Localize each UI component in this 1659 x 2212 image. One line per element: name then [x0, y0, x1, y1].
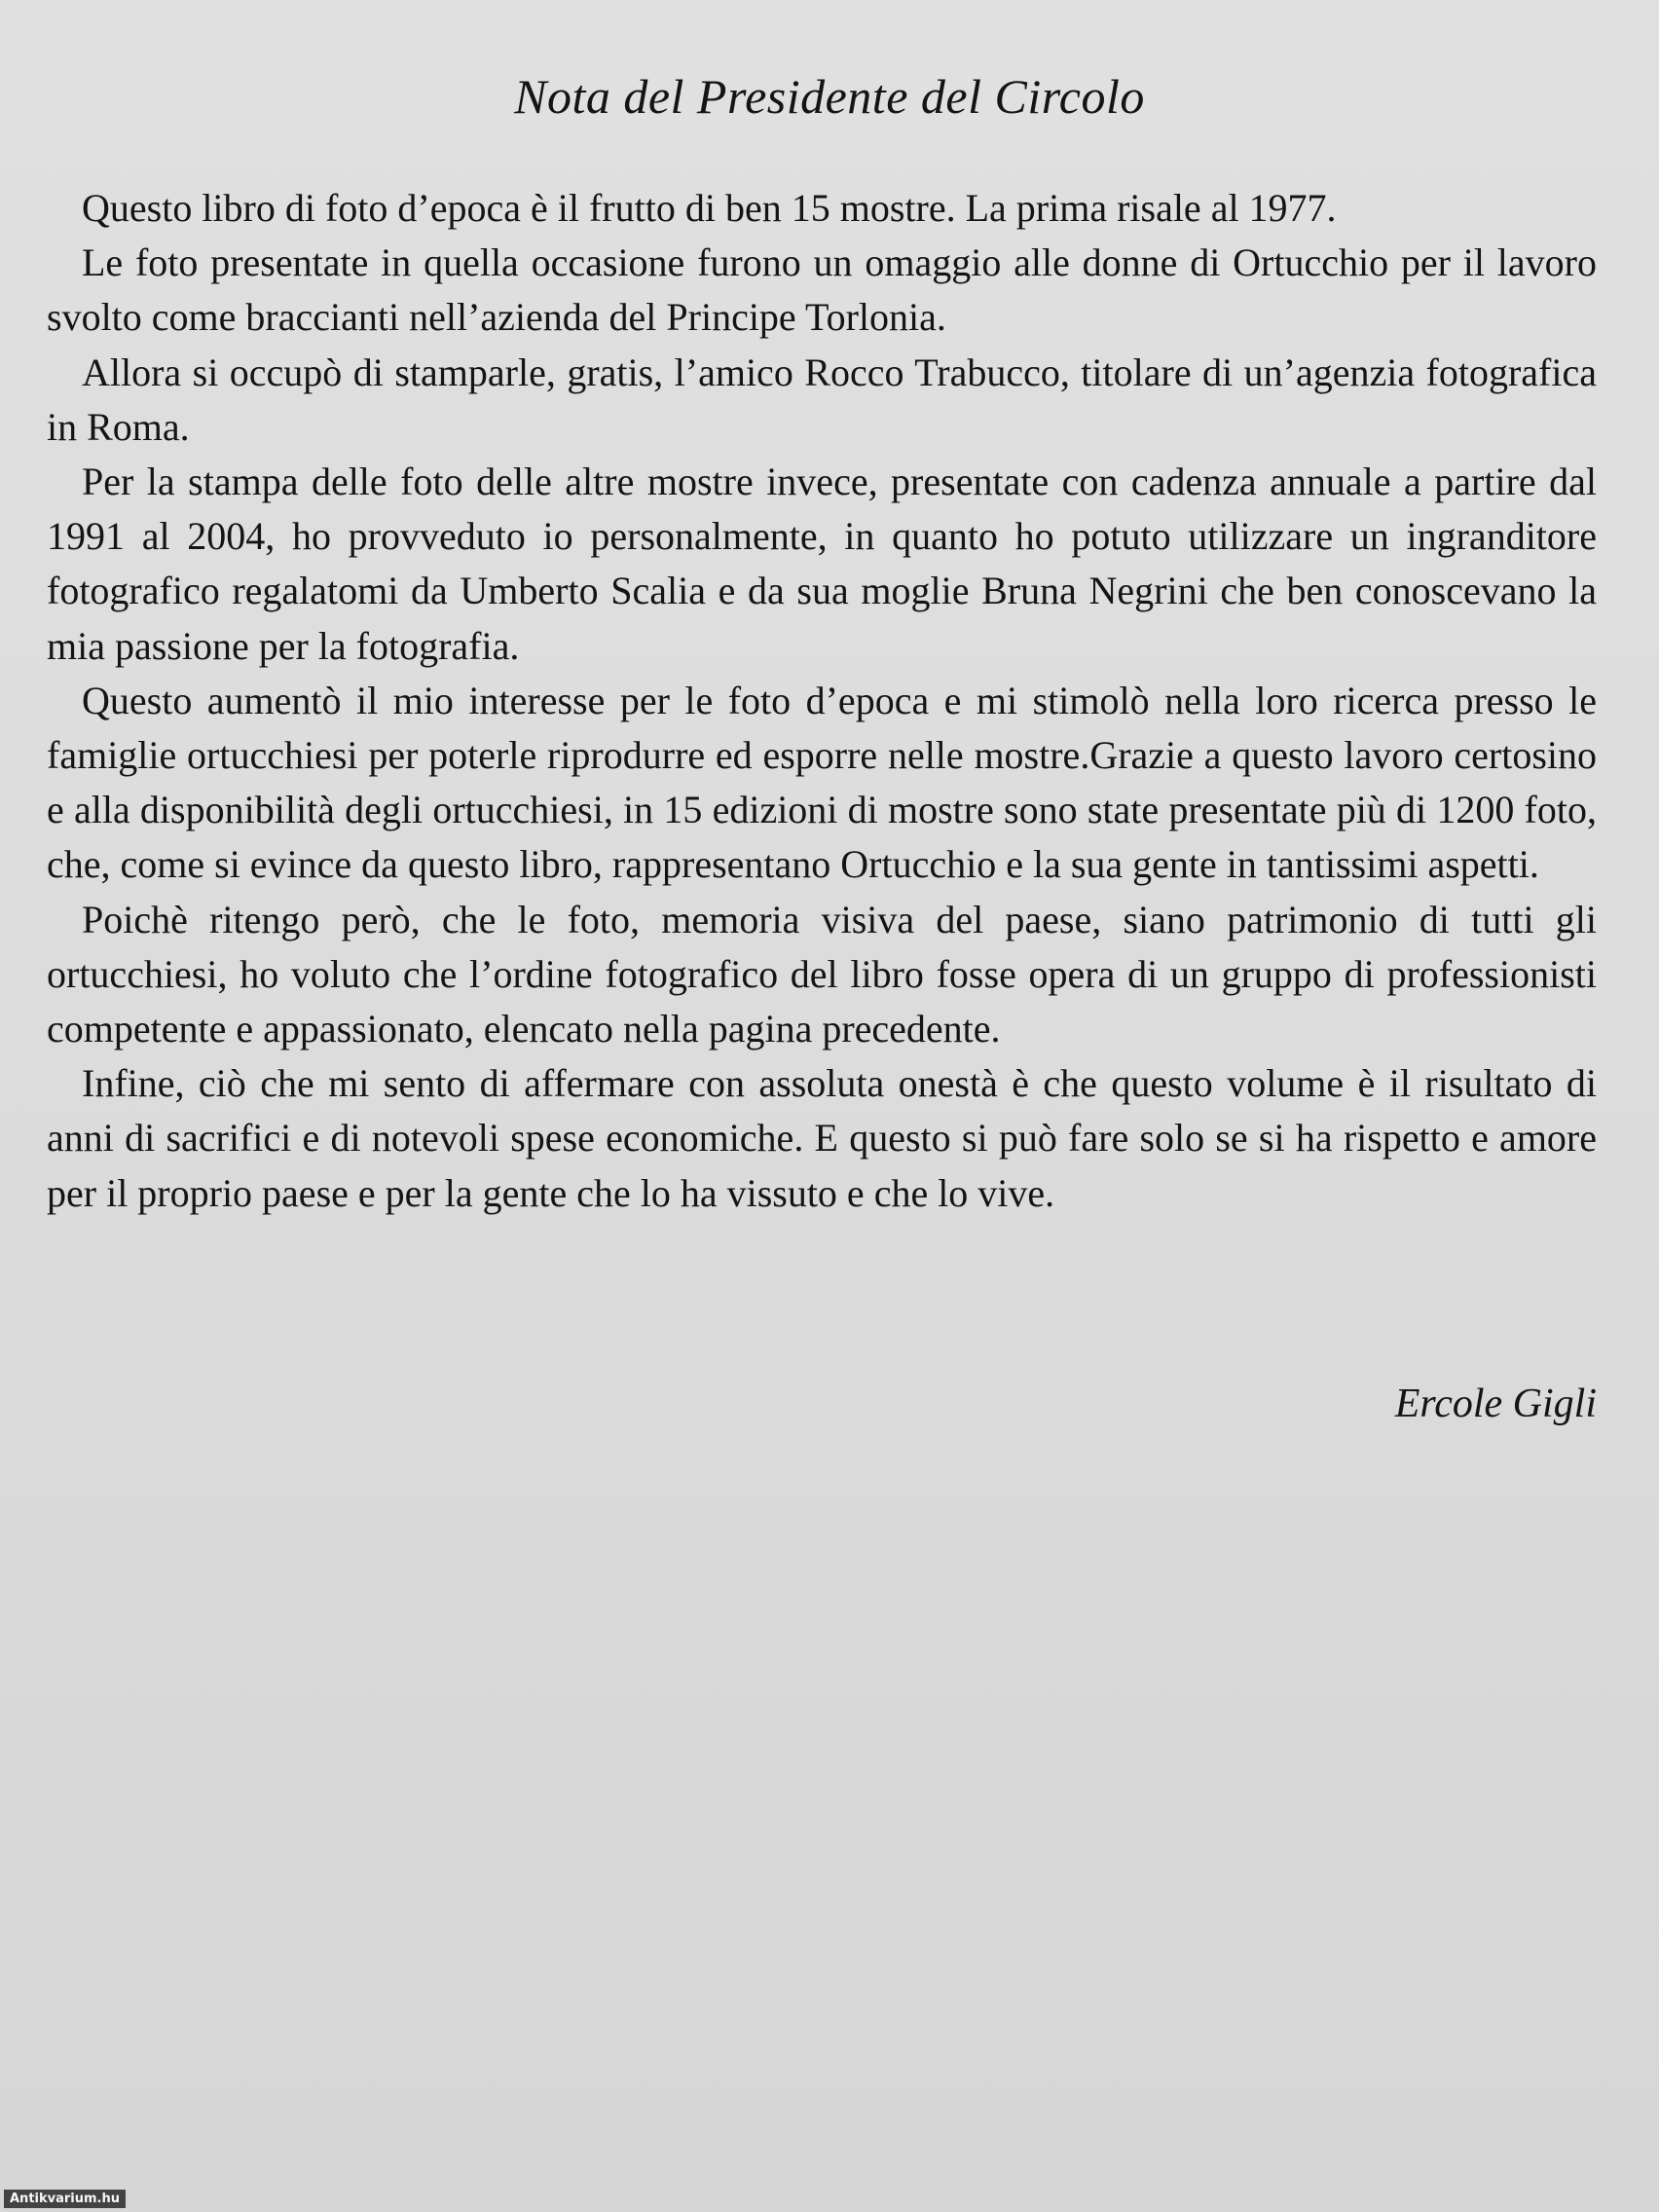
paragraph: Allora si occupò di stamparle, gratis, l’amico Rocco Trabucco, titolare di un’agenzia fotografica in Roma. — [47, 350, 1597, 449]
page-title: Nota del Presidente del Circolo — [514, 69, 1145, 124]
paragraph: Questo libro di foto d’epoca è il frutto di ben 15 mostre. La prima risale al 1977. — [82, 186, 1337, 230]
paragraph: Per la stampa delle foto delle altre mostre invece, presentate con cadenza annuale a partire dal 1991 al 2004, ho provveduto io personalmente, in quanto ho potuto utilizzare un ingranditore fotografico regalatomi da Umberto Scalia e da sua moglie Bruna Negrini che ben conoscevano la mia passione per la fotografia. — [47, 460, 1597, 668]
signature: Ercole Gigli — [1394, 1382, 1597, 1426]
watermark-label: Antikvarium.hu — [4, 2190, 126, 2208]
paragraph: Questo aumentò il mio interesse per le foto d’epoca e mi stimolò nella loro ricerca presso le famiglie ortucchiesi per poterle riprodurre ed esporre nelle mostre.Grazie a questo lavoro certosino e alla disponibilità degli ortucchiesi, in 15 edizioni di mostre sono state presentate più di 1200 foto, che, come si evince da questo libro, rappresentano Ortucchio e la sua gente in tantissimi aspetti. — [47, 678, 1597, 887]
paragraph: Le foto presentate in quella occasione furono un omaggio alle donne di Ortucchio per il lavoro svolto come braccianti nell’azienda del Principe Torlonia. — [47, 240, 1597, 340]
document-body — [47, 181, 1597, 1221]
paragraph: Poichè ritengo però, che le foto, memoria visiva del paese, siano patrimonio di tutti gli ortucchiesi, ho voluto che l’ordine fotografico del libro fosse opera di un gruppo di professionisti competente e appassionato, elencato nella pagina precedente. — [47, 897, 1597, 1051]
paragraph: Infine, ciò che mi sento di affermare con assoluta onestà è che questo volume è il risultato di anni di sacrifici e di notevoli spese economiche. E questo si può fare solo se si ha rispetto e amore per il proprio paese e per la gente che lo ha vissuto e che lo vive. — [47, 1061, 1597, 1215]
